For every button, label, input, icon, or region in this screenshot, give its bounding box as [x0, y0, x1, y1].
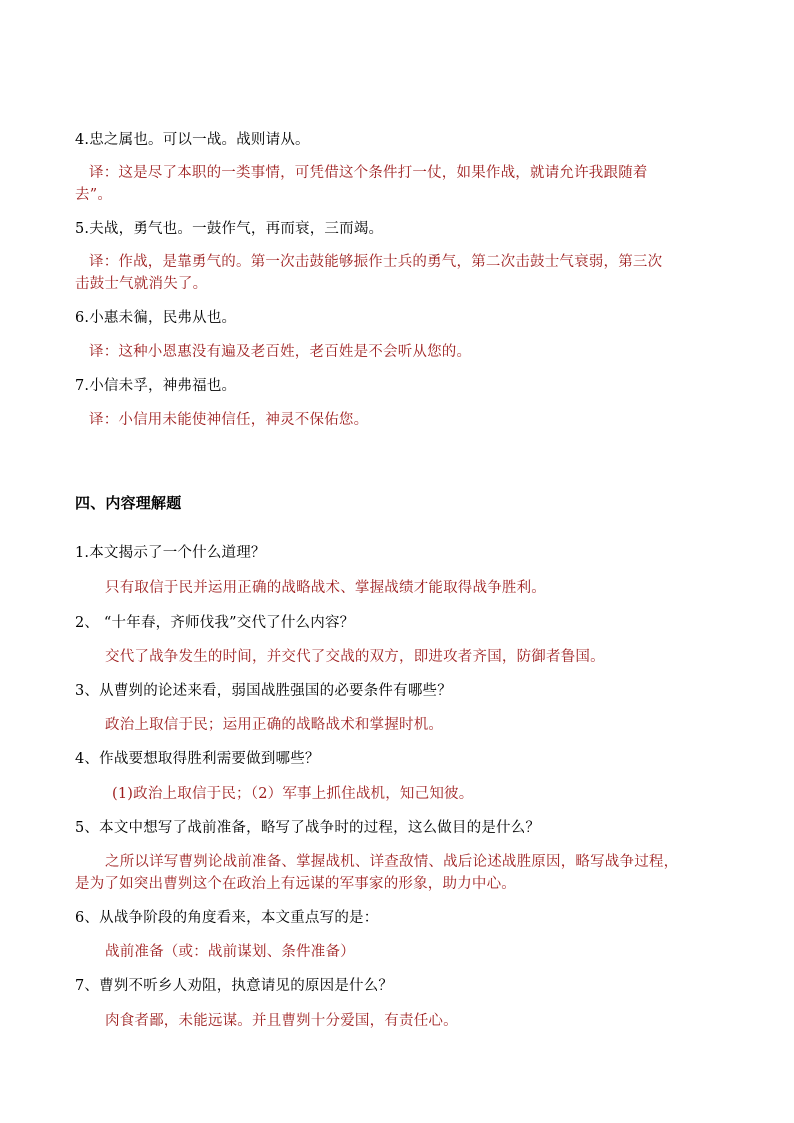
translation-4-line-1: 译：这是尽了本职的一类事情，可凭借这个条件打一仗，如果作战，就请允许我跟随着 [89, 165, 648, 181]
question-7: 7、曹刿不听乡人劝阻，执意请见的原因是什么？ [75, 978, 394, 994]
translation-7-line-1: 译：小信用未能使神信任，神灵不保佑您。 [89, 412, 369, 428]
sentence-7: 7.小信未孚，神弗福也。 [75, 378, 237, 394]
answer-5-line-2: 是为了如突出曹刿这个在政治上有远谋的军事家的形象，助力中心。 [75, 876, 516, 892]
question-6: 6、从战争阶段的角度看来，本文重点写的是： [75, 910, 379, 926]
question-4: 4、作战要想取得胜利需要做到哪些？ [75, 751, 320, 767]
question-3: 3、从曹刿的论述来看，弱国战胜强国的必要条件有哪些？ [75, 683, 452, 699]
answer-4: (1)政治上取信于民；（2）军事上抓住战机，知己知彼。 [112, 786, 474, 802]
question-1: 1.本文揭示了一个什么道理？ [75, 545, 266, 561]
answer-5-line-1: 之所以详写曹刿论战前准备、掌握战机、详查敌情、战后论述战胜原因，略写战争过程， [105, 854, 679, 870]
translation-6-line-1: 译：这种小恩惠没有遍及老百姓，老百姓是不会听从您的。 [89, 344, 472, 360]
answer-7: 肉食者鄙，未能远谋。并且曹刿十分爱国，有责任心。 [105, 1013, 458, 1029]
translation-4-line-2: 去”。 [75, 187, 113, 203]
question-2: 2、 “十年春，齐师伐我”交代了什么内容？ [75, 615, 355, 631]
question-5: 5、本文中想写了战前准备，略写了战争时的过程，这么做目的是什么？ [75, 820, 541, 836]
sentence-4: 4.忠之属也。可以一战。战则请从。 [75, 132, 310, 148]
translation-5-line-2: 击鼓士气就消失了。 [75, 276, 208, 292]
section-title: 四、内容理解题 [75, 494, 182, 512]
answer-3: 政治上取信于民；运用正确的战略战术和掌握时机。 [105, 717, 444, 733]
answer-2: 交代了战争发生的时间，并交代了交战的双方，即进攻者齐国，防御者鲁国。 [105, 649, 605, 665]
sentence-6: 6.小惠未徧，民弗从也。 [75, 310, 237, 326]
answer-6: 战前准备（或：战前谋划、条件准备） [105, 944, 355, 960]
translation-5-line-1: 译：作战，是靠勇气的。第一次击鼓能够振作士兵的勇气，第二次击鼓士气衰弱，第三次 [89, 254, 663, 270]
sentence-5: 5.夫战，勇气也。一鼓作气，再而衰，三而竭。 [75, 221, 384, 237]
answer-1: 只有取信于民并运用正确的战略战术、掌握战绩才能取得战争胜利。 [105, 580, 546, 596]
